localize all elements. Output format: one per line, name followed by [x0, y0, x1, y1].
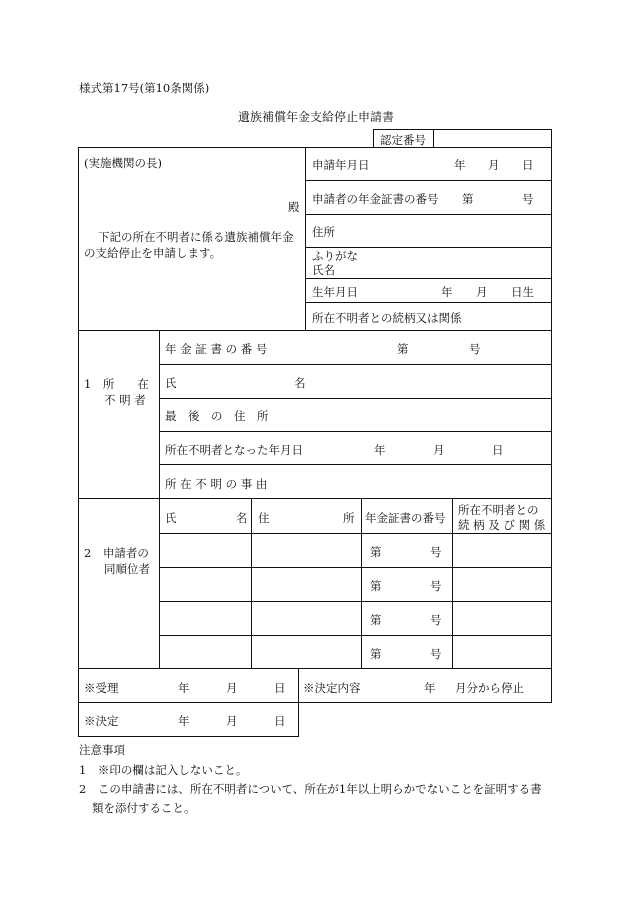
birthdate-month: 月 — [476, 285, 488, 299]
applicant-cert-dai: 第 — [462, 192, 474, 206]
honorific: 殿 — [288, 200, 300, 214]
application-date-year: 年 — [454, 158, 466, 172]
missing-date-label: 所在不明者となった年月日 — [165, 443, 303, 457]
received-month: 月 — [226, 681, 238, 695]
missing-date-year: 年 — [374, 443, 386, 457]
section2-label-line1: 2 申請者の — [84, 546, 149, 560]
row1-dai: 第 — [370, 545, 382, 559]
birthdate-day: 日生 — [511, 285, 534, 299]
applicant-cert-label: 申請者の年金証書の番号 — [312, 192, 439, 206]
cert-number-label: 認定番号 — [380, 133, 426, 147]
cert-number-field[interactable] — [434, 130, 550, 146]
application-date-day: 日 — [522, 158, 534, 172]
missing-cert-dai: 第 — [397, 342, 409, 356]
section1-label-line2: 不 明 者 — [104, 393, 146, 407]
missing-name-label-2: 名 — [294, 376, 306, 390]
form-number: 様式第17号(第10条関係) — [79, 81, 210, 95]
col-name-2: 名 — [236, 511, 248, 525]
missing-cert-label: 年 金 証 書 の 番 号 — [165, 342, 268, 356]
decision-year: 年 — [178, 714, 190, 728]
received-year: 年 — [178, 681, 190, 695]
missing-date-month: 月 — [433, 443, 445, 457]
col-name-1: 氏 — [165, 511, 177, 525]
col-address-2: 所 — [343, 511, 355, 525]
col-cert-number: 年金証書の番号 — [365, 511, 446, 525]
name-label: 氏名 — [312, 263, 335, 277]
received-day: 日 — [274, 681, 286, 695]
col-address-1: 住 — [258, 511, 270, 525]
section2-label-line2: 同順位者 — [104, 562, 150, 576]
decision-content-year: 年 — [424, 681, 436, 695]
missing-cert-go: 号 — [469, 342, 481, 356]
row1-go: 号 — [430, 545, 442, 559]
row4-go: 号 — [430, 647, 442, 661]
notes-heading: 注意事項 — [79, 743, 125, 757]
missing-name-label-1: 氏 — [165, 376, 177, 390]
col-relation-line2: 続 柄 及 び 関 係 — [458, 518, 546, 532]
applicant-cert-go: 号 — [522, 192, 534, 206]
request-text-line1: 下記の所在不明者に係る遺族補償年金 — [98, 230, 294, 244]
last-address-label: 最 後 の 住 所 — [165, 409, 269, 423]
furigana-label: ふりがな — [312, 249, 358, 263]
note-2-line1: 2 この申請書には、所在不明者について、所在が1年以上明らかでないことを証明する書 — [79, 782, 542, 796]
missing-date-day: 日 — [492, 443, 504, 457]
application-date-month: 月 — [488, 158, 500, 172]
row3-go: 号 — [430, 613, 442, 627]
note-1: 1 ※印の欄は記入しないこと。 — [79, 763, 248, 777]
request-text-line2: の支給停止を申請します。 — [84, 246, 222, 260]
recipient-label: (実施機関の長) — [84, 156, 162, 170]
section1-label-line1: 1 所 在 — [84, 377, 149, 391]
birthdate-label: 生年月日 — [312, 285, 358, 299]
address-label: 住所 — [312, 225, 335, 239]
missing-reason-label: 所 在 不 明 の 事 由 — [165, 477, 268, 491]
decision-day: 日 — [274, 714, 286, 728]
received-label: ※受理 — [84, 681, 119, 695]
decision-label: ※決定 — [84, 714, 119, 728]
decision-month: 月 — [226, 714, 238, 728]
birthdate-year: 年 — [441, 285, 453, 299]
decision-content-suffix: 月分から停止 — [455, 681, 524, 695]
relation-label: 所在不明者との続柄又は関係 — [312, 311, 462, 325]
row2-dai: 第 — [370, 579, 382, 593]
row3-dai: 第 — [370, 613, 382, 627]
document-title: 遺族補償年金支給停止申請書 — [238, 110, 395, 124]
col-relation-line1: 所在不明者との — [458, 503, 539, 517]
row4-dai: 第 — [370, 647, 382, 661]
decision-content-label: ※決定内容 — [303, 681, 361, 695]
row2-go: 号 — [430, 579, 442, 593]
application-date-label: 申請年月日 — [312, 158, 370, 172]
note-2-line2: 類を添付すること。 — [92, 801, 196, 815]
